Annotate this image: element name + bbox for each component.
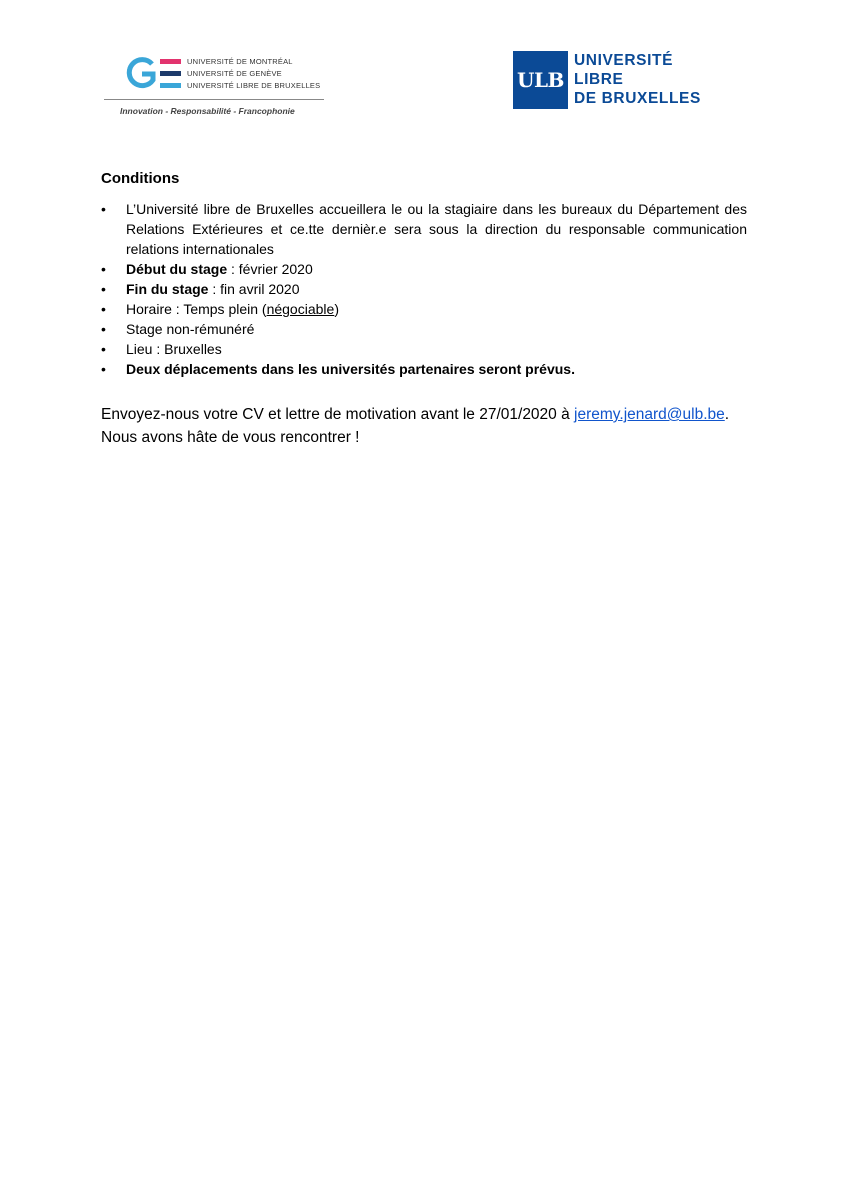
ge-university-name: UNIVERSITÉ LIBRE DE BRUXELLES <box>187 81 321 90</box>
closing-text: Envoyez-nous votre CV et lettre de motivation avant le 27/01/2020 à <box>101 406 575 423</box>
list-item <box>101 319 747 339</box>
condition-label: Début du stage <box>126 261 228 277</box>
ulb-logo-line: UNIVERSITÉ <box>574 52 674 69</box>
condition-label: Fin du stage <box>126 281 209 297</box>
condition-text: ) <box>334 301 339 317</box>
condition-text: Stage non-rémunéré <box>126 321 255 337</box>
closing-line: Nous avons hâte de vous rencontrer ! <box>101 429 360 446</box>
ulb-logo-box: ULB <box>513 51 568 109</box>
ge-divider <box>104 99 324 100</box>
list-item <box>101 199 747 259</box>
condition-text: Lieu : Bruxelles <box>126 341 222 357</box>
list-item <box>101 359 747 379</box>
ge-tagline: Innovation - Responsabilité - Francophonie <box>120 106 295 116</box>
condition-text: L’Université libre de Bruxelles accueillera le ou la stagiaire dans les bureaux du Département des Relations Extérieures et ce.tte dernièr.e sera sous la direction du responsable communication relations internationales <box>126 201 747 257</box>
ulb-logo <box>513 51 713 109</box>
ge-logo-mark <box>122 56 190 92</box>
closing-paragraph <box>101 403 747 449</box>
list-item <box>101 259 747 279</box>
condition-text: Deux déplacements dans les universités partenaires seront prévus. <box>126 361 575 377</box>
ge-logo <box>104 50 326 120</box>
bullet-icon: • <box>101 361 106 377</box>
document-body <box>101 170 747 449</box>
condition-underlined: négociable <box>266 301 335 317</box>
conditions-list <box>101 199 747 379</box>
bullet-icon: • <box>101 201 106 217</box>
email-link[interactable]: jeremy.jenard@ulb.be <box>574 406 725 423</box>
condition-text: Horaire : Temps plein ( <box>126 301 267 317</box>
ge-university-name: UNIVERSITÉ DE MONTRÉAL <box>187 57 293 66</box>
condition-value: : fin avril 2020 <box>208 281 300 297</box>
closing-line <box>101 403 747 426</box>
bullet-icon: • <box>101 341 106 357</box>
condition-value: : février 2020 <box>227 261 313 277</box>
bullet-icon: • <box>101 261 106 277</box>
ge-university-name: UNIVERSITÉ DE GENÈVE <box>187 69 282 78</box>
conditions-heading: Conditions <box>101 170 180 187</box>
bullet-icon: • <box>101 301 106 317</box>
ulb-logo-text <box>574 51 701 108</box>
ulb-logo-line: DE BRUXELLES <box>574 90 701 107</box>
bullet-icon: • <box>101 321 106 337</box>
ulb-logo-line: LIBRE <box>574 71 624 88</box>
ge-university-list <box>187 56 320 92</box>
list-item <box>101 299 747 319</box>
list-item <box>101 339 747 359</box>
list-item <box>101 279 747 299</box>
closing-text: . <box>724 406 730 423</box>
bullet-icon: • <box>101 281 106 297</box>
